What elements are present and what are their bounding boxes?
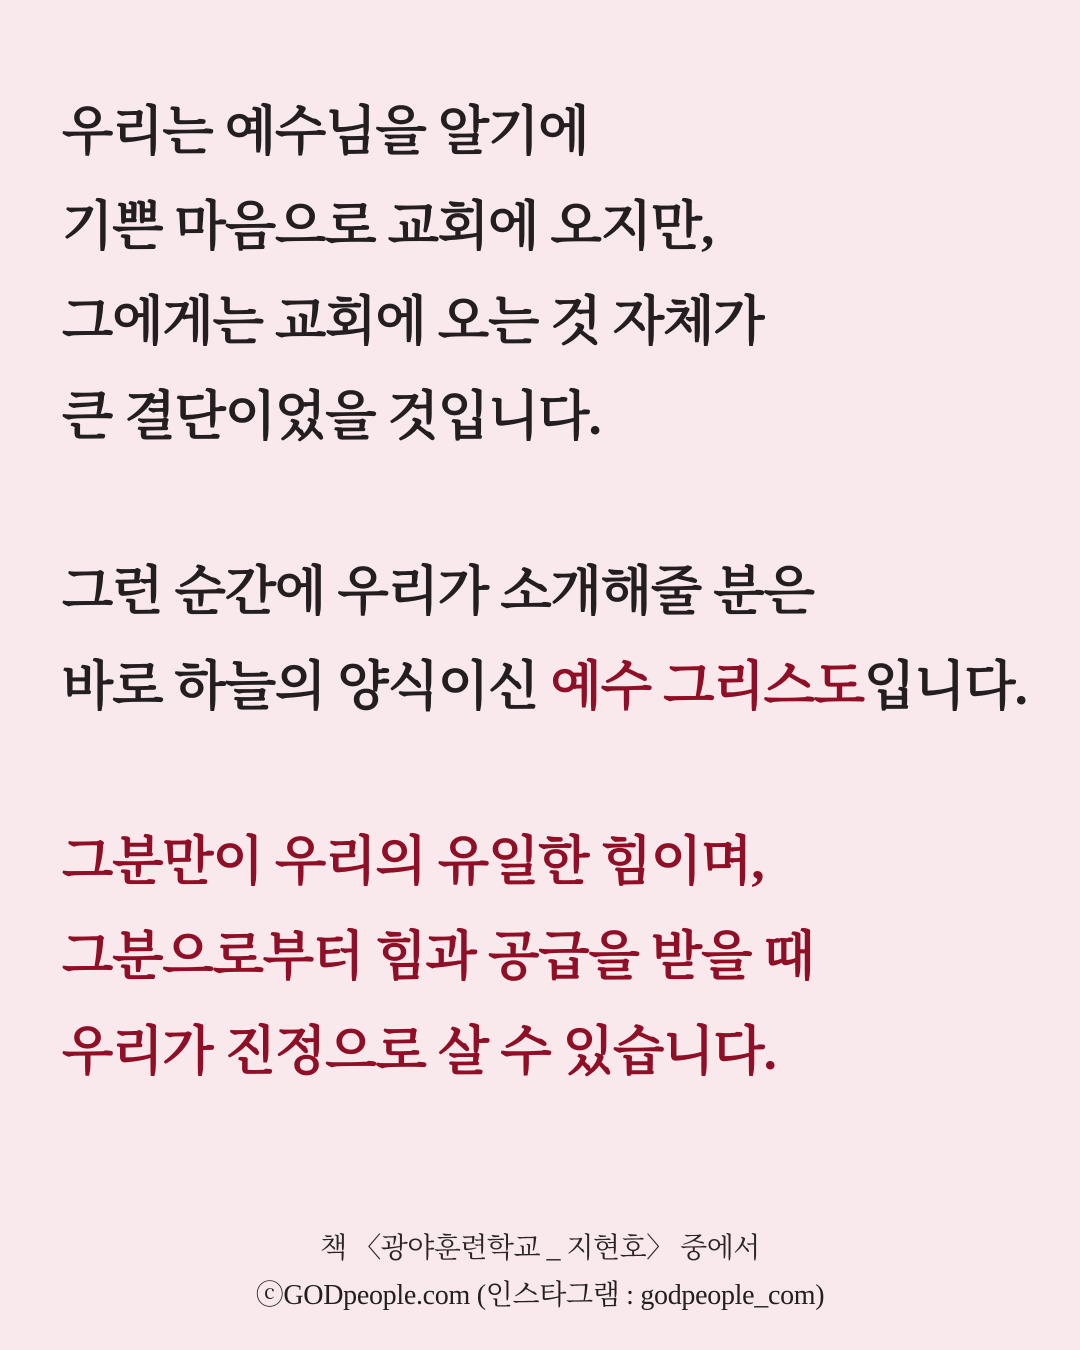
quote-line: 우리가 진정으로 살 수 있습니다. (62, 1023, 776, 1081)
quote-line: 기쁜 마음으로 교회에 오지만, (62, 198, 714, 256)
copyright-notice: ⓒGODpeople.com (인스타그램 : godpeople_com) (255, 1280, 825, 1311)
quote-accent-text: 예수 그리스도 (550, 658, 864, 716)
quote-paragraph-1 (62, 85, 1080, 465)
quote-line: 우리는 예수님을 알기에 (62, 103, 589, 161)
quote-line-prefix: 바로 하늘의 양식이신 (62, 658, 551, 716)
paragraph-spacer (62, 735, 1080, 815)
paragraph-spacer (62, 465, 1080, 545)
quote-line: 그분으로부터 힘과 공급을 받을 때 (62, 928, 814, 986)
quote-line: 그분만이 우리의 유일한 힘이며, (62, 833, 764, 891)
source-credit: 책 〈광야훈련학교 _ 지현호〉 중에서 (320, 1233, 760, 1264)
card-footer (0, 1226, 1080, 1350)
quote-line: 큰 결단이었을 것입니다. (62, 388, 601, 446)
quote-paragraph-3 (62, 815, 1080, 1100)
quote-line: 그런 순간에 우리가 소개해줄 분은 (62, 563, 814, 621)
quote-line-suffix: 입니다. (864, 658, 1027, 716)
quote-paragraph-2 (62, 545, 1080, 735)
quote-line: 그에게는 교회에 오는 것 자체가 (62, 293, 764, 351)
quote-line-with-accent (62, 640, 1080, 735)
